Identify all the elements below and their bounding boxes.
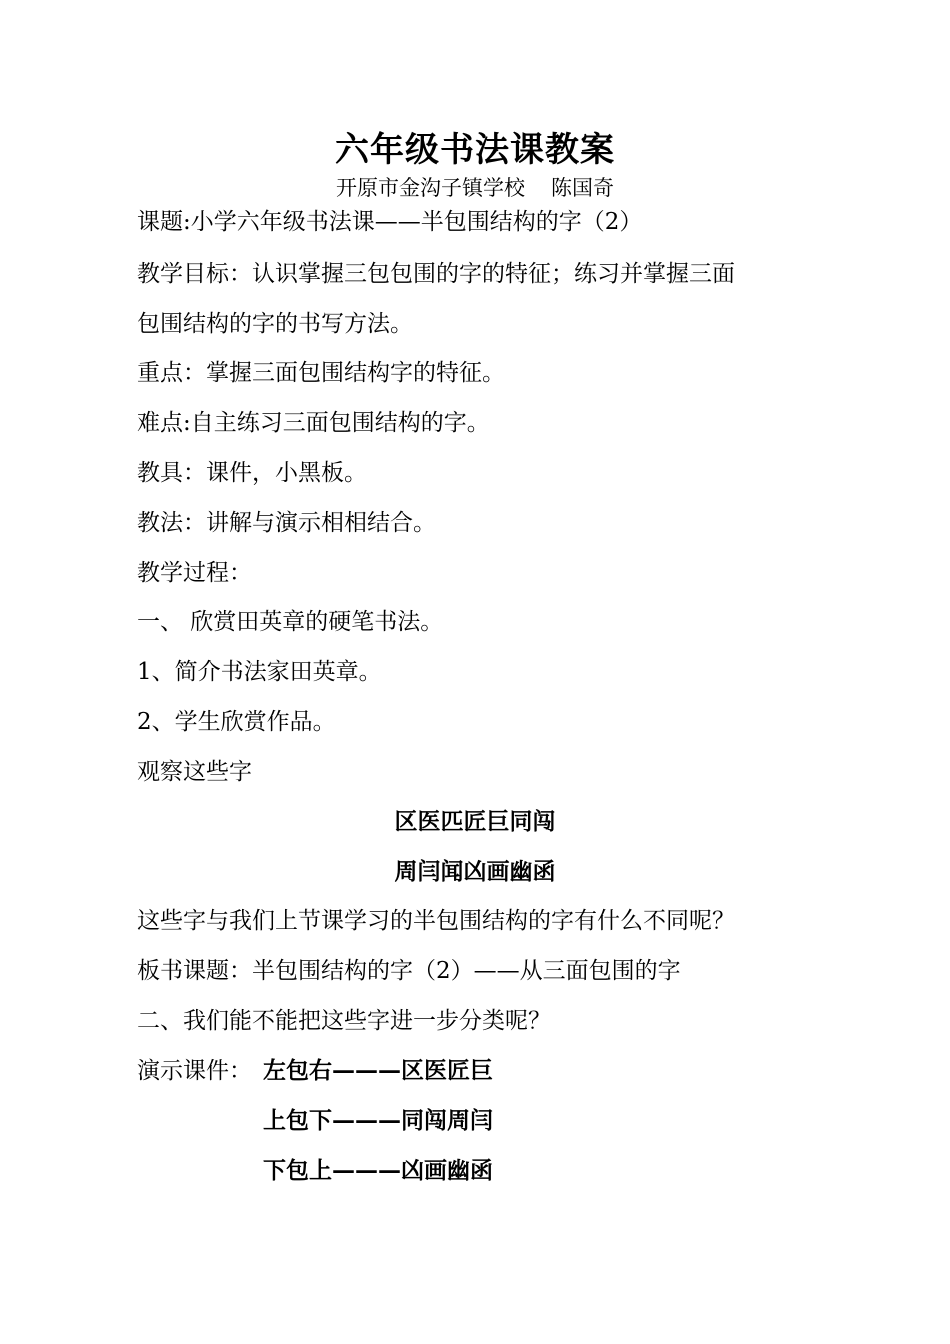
demo-row-1: 左包右———区医匠巨: [263, 1057, 493, 1084]
author-line: [0, 174, 950, 202]
key-point-line: 重点：掌握三面包围结构字的特征。: [137, 360, 505, 386]
step2-line: 二、我们能不能把这些字进一步分类呢？: [137, 1008, 551, 1034]
board-title-line: 板书课题：半包围结构的字（2）——从三面包围的字: [137, 958, 681, 984]
observe-line: 观察这些字: [137, 759, 252, 785]
step1-1-line: 1、简介书法家田英章。: [137, 659, 382, 685]
objective-line-1: 教学目标：认识掌握三包包围的字的特征；练习并掌握三面: [137, 261, 735, 287]
author-name: 陈国奇: [551, 176, 614, 200]
process-heading: 教学过程：: [137, 560, 252, 586]
step1-2-line: 2、学生欣赏作品。: [137, 709, 336, 735]
demo-row-3: 下包上———凶画幽函: [263, 1157, 493, 1184]
tools-line: 教具：课件，小黑板。: [137, 460, 367, 486]
method-line: 教法：讲解与演示相相结合。: [137, 510, 436, 536]
chars-row-2: 周闫闻凶画幽函: [394, 858, 556, 885]
question-line: 这些字与我们上节课学习的半包围结构的字有什么不同呢？: [137, 908, 735, 934]
demo-row-2: 上包下———同闯周闫: [263, 1107, 493, 1134]
step1-line: 一、 欣赏田英章的硬笔书法。: [137, 609, 444, 635]
difficulty-line: 难点:自主练习三面包围结构的字。: [137, 410, 490, 436]
topic-line: 课题:小学六年级书法课——半包围结构的字（2）: [137, 209, 643, 235]
document-title: 六年级书法课教案: [335, 130, 615, 170]
demo-label: 演示课件：: [137, 1058, 252, 1084]
school-name: 开原市金沟子镇学校: [336, 176, 525, 200]
chars-row-1: 区医匹匠巨同闯: [394, 808, 556, 835]
objective-line-2: 包围结构的字的书写方法。: [137, 311, 413, 337]
